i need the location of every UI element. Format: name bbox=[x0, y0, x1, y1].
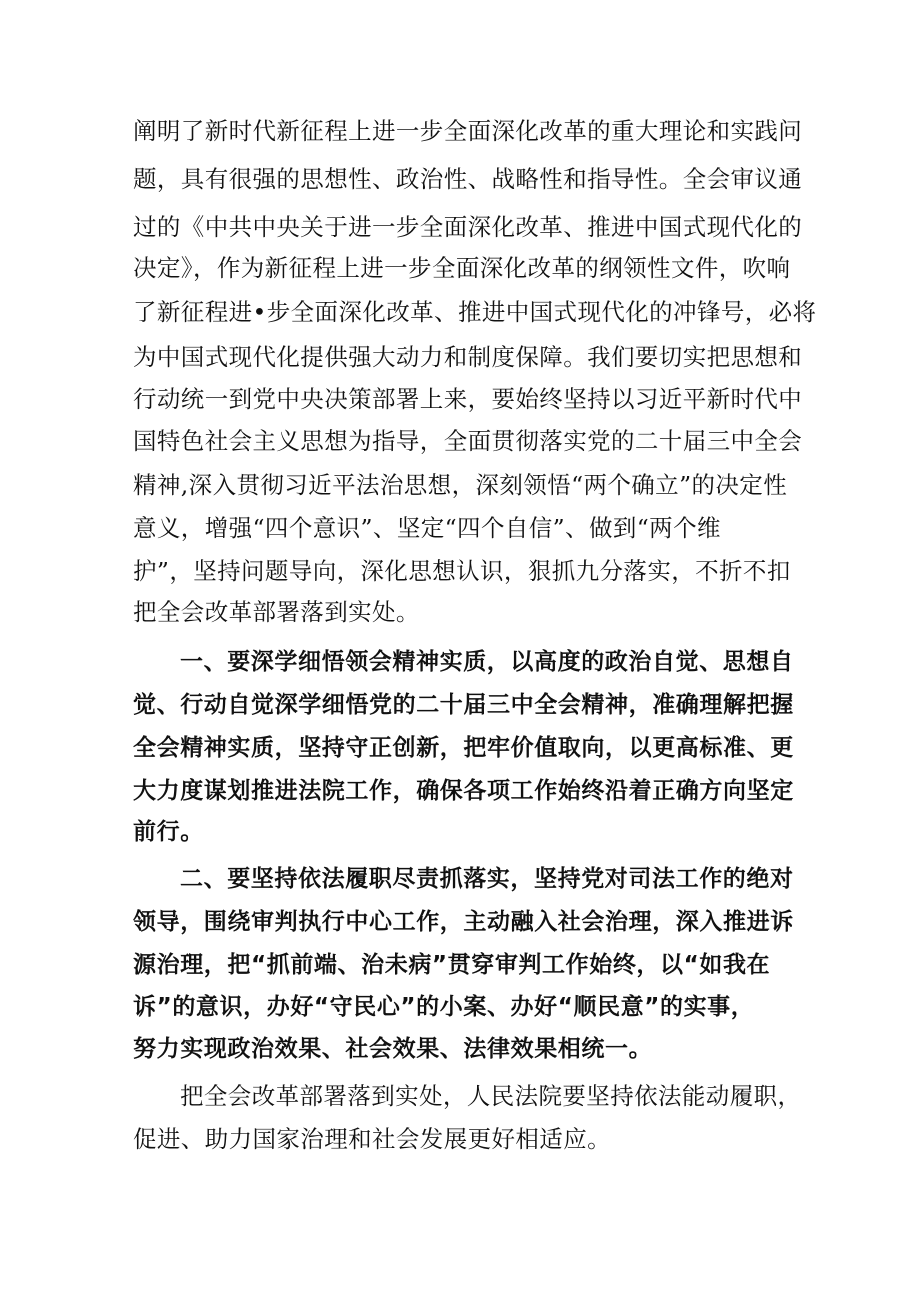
text-line: 精神,深入贯彻习近平法治思想，深刻领悟“两个确立”的决定性 bbox=[133, 471, 788, 499]
section-heading-line: 二、要坚持依法履职尽责抓落实，坚持党对司法工作的绝对 bbox=[180, 866, 794, 892]
text-line: 阐明了新时代新征程上进一步全面深化改革的重大理论和实践问 bbox=[133, 117, 803, 145]
text-line: 努力实现政治效果、社会效果、法律效果相统一。 bbox=[133, 1036, 653, 1062]
text-line: 题，具有很强的思想性、政治性、战略性和指导性。全会审议通 bbox=[133, 165, 803, 193]
text-line: 前行。 bbox=[133, 819, 204, 845]
section-heading-line: 一、要深学细悟领会精神实质，以高度的政治自觉、思想自 bbox=[180, 649, 794, 675]
text-line: 意义，增强“四个意识”、坚定“四个自信”、做到“两个维 bbox=[133, 514, 721, 542]
text-line: 为中国式现代化提供强大动力和制度保障。我们要切实把思想和 bbox=[133, 343, 803, 371]
text-line: 促进、助力国家治理和社会发展更好相适应。 bbox=[133, 1125, 611, 1153]
text-line: 源治理，把“抓前端、治未病”贯穿审判工作始终，以“如我在 bbox=[133, 952, 771, 978]
text-line: 把全会改革部署落到实处。 bbox=[133, 598, 420, 626]
text-line: 诉”的意识，办好“守民心”的小案、办好“顺民意”的实事， bbox=[133, 994, 755, 1020]
text-line: 领导，围绕审判执行中心工作，主动融入社会治理，深入推进诉 bbox=[133, 909, 794, 935]
text-line: 了新征程进•步全面深化改革、推进中国式现代化的冲锋号，必将 bbox=[133, 298, 817, 326]
text-line: 全会精神实质，坚持守正创新，把牢价值取向，以更高标准、更 bbox=[133, 735, 794, 761]
text-line: 过的《中共中央关于进一步全面深化改革、推进中国式现代化的 bbox=[133, 213, 803, 241]
text-line: 觉、行动自觉深学细悟党的二十届三中全会精神，准确理解把握 bbox=[133, 692, 794, 718]
text-line: 决定》，作为新征程上进一步全面深化改革的纲领性文件，吹响 bbox=[133, 254, 791, 282]
text-line: 护”，坚持问题导向，深化思想认识，狠抓九分落实，不折不扣 bbox=[133, 557, 791, 585]
text-line: 大力度谋划推进法院工作，确保各项工作始终沿着正确方向坚定 bbox=[133, 778, 794, 804]
text-line: 国特色社会主义思想为指导，全面贯彻落实党的二十届三中全会 bbox=[133, 427, 803, 455]
text-line: 把全会改革部署落到实处，人民法院要坚持依法能动履职， bbox=[180, 1082, 802, 1110]
text-line: 行动统一到党中央决策部署上来，要始终坚持以习近平新时代中 bbox=[133, 385, 803, 413]
